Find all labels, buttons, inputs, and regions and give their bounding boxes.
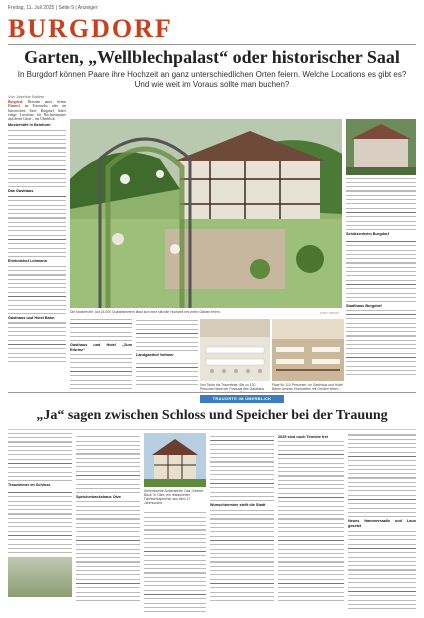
intro-text: Heiraten unter freiem Himmel, im Fotostudio oder im historischen Saal: Burgdorf bietet einige Locations für Hochzeitspaare und deren Gäste – ein Überblick. [8, 100, 66, 122]
issue-meta: Freitag, 11. Juli 2025 | Seite 9 | Anzeiger [8, 5, 98, 11]
main-photo-caption: Die Mosterhöfe: Auf 24.000 Quadratmetern lässt sich eine stilvolle Hochzeit mit vielen Gästen feiern. [70, 310, 221, 314]
overview-col-6-body-a [348, 433, 416, 517]
overview-col-2-body-b [76, 501, 140, 601]
overview-col-4 [210, 433, 274, 613]
overview-heading-2025: 2025 sind noch Termine frei [278, 435, 328, 439]
section-body-mosterhoefe [8, 129, 66, 187]
overview-col-4-body-a [210, 433, 274, 501]
header-divider [8, 44, 416, 45]
article-subhead-line2: Und wie weit im Voraus sollte man buchen? [134, 80, 290, 89]
overview-heading-schloss: Trauzimmer im Schloss [8, 483, 51, 487]
overview-col-1-body-b [8, 489, 72, 553]
lower-right-photo [272, 319, 344, 381]
section-title: BURGDORF [8, 14, 173, 43]
section-heading-erlebnishof: Erlebnishof Lohmann [8, 258, 48, 263]
overview-col-1 [8, 433, 72, 613]
right-text-column [346, 178, 416, 390]
main-photo-credit: FOTO: PRIVAT [320, 311, 339, 315]
overview-col-5 [278, 433, 344, 613]
mid-body-4 [136, 359, 198, 385]
overview-col-2-body-a [76, 433, 140, 493]
lower-right-caption: Platz für 110 Personen: Im Gasthaus und Hotel Bähre können Hochzeiten mit Größen feiern. [272, 383, 343, 391]
middle-text-column [70, 319, 198, 389]
schloss-photo [8, 557, 72, 597]
overview-col-3 [144, 512, 206, 612]
speicher-photo [144, 433, 206, 487]
overview-col-6 [348, 433, 416, 613]
section-body-bahn [8, 322, 66, 362]
mid-body-1 [70, 319, 132, 341]
article-intro [8, 100, 66, 121]
overview-heading-wunschtermine: Wunschtermine stellt die Stadt [210, 503, 266, 507]
byline: Von Josefine Baltzer [8, 94, 45, 99]
article-headline: Garten, „Wellblechpalast“ oder historischer Saal [24, 47, 400, 67]
right-text-body-3 [346, 309, 416, 375]
intro-lead: Burgdorf. [8, 100, 24, 104]
section-heading-gasthaus: Das Gasthaus [8, 189, 34, 194]
overview-col-6-body-b [348, 529, 416, 609]
overview-headline-divider [8, 429, 416, 430]
garden-wedding-photo [70, 119, 342, 308]
speicher-caption: Sehenswerte Außenstelle: Das „Seeme Back“ in Otze, ein restaurierter Fachwerkspeicher aus dem 17. Jahrhundert. [144, 489, 204, 505]
lower-mid-caption: Von Taufe bis Trauerfeier: Bis zu 120 Personen fasst der Festsaal des Gasthaus [200, 383, 265, 391]
overview-divider [8, 392, 416, 393]
overview-col-3-body [144, 512, 206, 612]
section-heading-erbrinz: Gasthaus und Hotel „Zum Erbrinz“ [70, 343, 132, 352]
section-body-gasthaus [8, 195, 66, 257]
main-photo [70, 119, 342, 308]
overview-col-4-body-b [210, 509, 274, 601]
section-heading-schuetzenheim: Schützenheim Burgdorf [346, 232, 390, 236]
section-body-erlebnishof [8, 264, 66, 314]
section-heading-mosterhoefe: Mosterhöfe in Beinhorn [8, 123, 51, 128]
article-subhead-line1: In Burgdorf können Paare ihre Hochzeit an ganz unterschiedlichen Orten feiern. Welche Locations es gibt es? [17, 70, 407, 79]
left-text-column [8, 100, 66, 390]
right-top-photo [346, 119, 416, 175]
mid-body-2 [70, 353, 132, 389]
overview-heading-hammersaal: Neues Hammersaalle und Laun gesetzt [348, 519, 416, 528]
overview-heading-speicher: Speicherbackshaus Otze [76, 495, 121, 499]
overview-col-5-body [278, 441, 344, 601]
overview-col-1-body-a [8, 433, 72, 481]
overview-col-2 [76, 433, 140, 613]
hotel-bahn-hall-photo [272, 319, 344, 381]
festsaal-photo [346, 119, 416, 175]
fachwerkspeicher-photo [144, 433, 206, 487]
mid-body-3 [136, 319, 198, 351]
section-heading-bahn: Gasthaus und Hotel Bahn [8, 316, 55, 321]
right-text-body-2 [346, 238, 416, 302]
overview-banner: TRAUORTE IM ÜBERBLICK [200, 395, 284, 403]
lower-mid-photo [200, 319, 270, 381]
overview-headline: „Ja“ sagen zwischen Schloss und Speicher bei der Trauung [36, 408, 388, 423]
right-text-body-1 [346, 178, 416, 230]
section-heading-stadthaus: Stadthaus Burgdorf [346, 303, 382, 308]
festsaal-interior-photo [200, 319, 270, 381]
section-heading-voltmer: Landgasthof Voltmer [136, 353, 174, 357]
